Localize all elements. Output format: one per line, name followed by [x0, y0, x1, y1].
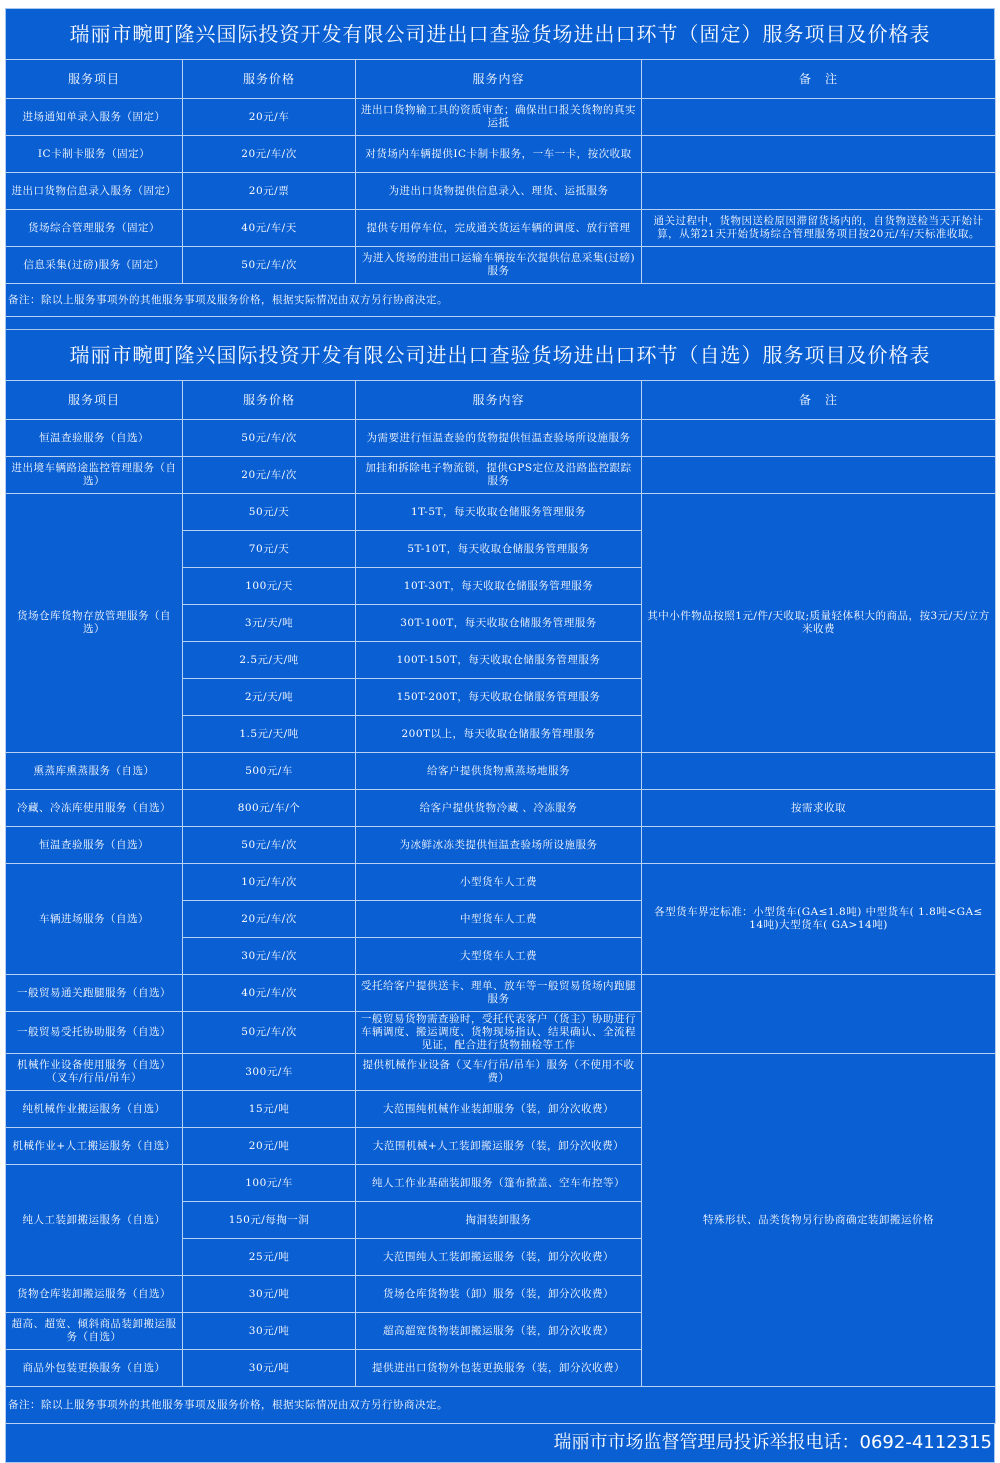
cell-item: 一般贸易受托协助服务（自选） [6, 1012, 183, 1054]
cell-item: 纯机械作业搬运服务（自选） [6, 1091, 183, 1128]
cell-content: 大范围纯机械作业装卸服务（装，卸分次收费） [356, 1091, 642, 1128]
note-row [6, 284, 996, 317]
col-header-item: 服务项目 [6, 60, 183, 99]
cell-price: 30元/吨 [183, 1350, 356, 1387]
cell-content: 大范围纯人工装卸搬运服务（装，卸分次收费） [356, 1239, 642, 1276]
table-separator [5, 317, 995, 329]
cell-price: 150元/每掏一洞 [183, 1202, 356, 1239]
table-row [6, 173, 996, 210]
cell-remark: 各型货车界定标准：小型货车(GA≤1.8吨) 中型货车( 1.8吨<GA≤ 14吨)大型货车( GA>14吨) [642, 864, 996, 975]
cell-item: 进出口货物信息录入服务（固定） [6, 173, 183, 210]
cell-content: 1T-5T，每天收取仓储服务管理服务 [356, 494, 642, 531]
table-row [6, 753, 996, 790]
cell-content: 超高超宽货物装卸搬运服务（装，卸分次收费） [356, 1313, 642, 1350]
optional-table-title: 瑞丽市畹町隆兴国际投资开发有限公司进出口查验货场进出口环节（自选）服务项目及价格表 [5, 329, 995, 380]
col-header-price: 服务价格 [183, 60, 356, 99]
cell-price: 50元/车/次 [183, 420, 356, 457]
fixed-table-note: 备注：除以上服务事项外的其他服务事项及服务价格，根据实际情况由双方另行协商决定。 [6, 284, 996, 317]
table-row [6, 494, 996, 531]
cell-remark [642, 136, 996, 173]
table-header-row [6, 381, 996, 420]
cell-price: 20元/吨 [183, 1128, 356, 1165]
col-header-item: 服务项目 [6, 381, 183, 420]
cell-content: 5T-10T，每天收取仓储服务管理服务 [356, 531, 642, 568]
cell-content: 货场仓库货物装（卸）服务（装，卸分次收费） [356, 1276, 642, 1313]
optional-price-table [5, 380, 996, 1424]
cell-price: 20元/车/次 [183, 136, 356, 173]
cell-price: 50元/车/次 [183, 1012, 356, 1054]
cell-content: 掏洞装卸服务 [356, 1202, 642, 1239]
table-row [6, 420, 996, 457]
cell-content: 受托给客户提供送卡、理单、放车等一般贸易货场内跑腿服务 [356, 975, 642, 1012]
cell-price: 70元/天 [183, 531, 356, 568]
cell-content: 200T以上，每天收取仓储服务管理服务 [356, 716, 642, 753]
price-list-page [5, 8, 995, 1463]
cell-price: 20元/车/次 [183, 901, 356, 938]
cell-price: 50元/车/次 [183, 247, 356, 284]
table-row [6, 827, 996, 864]
cell-remark [642, 247, 996, 284]
cell-price: 50元/车/次 [183, 827, 356, 864]
col-header-content: 服务内容 [356, 60, 642, 99]
cell-content: 为进入货场的进出口运输车辆按车次提供信息采集(过磅)服务 [356, 247, 642, 284]
cell-price: 50元/天 [183, 494, 356, 531]
cell-content: 为冰鲜冰冻类提供恒温查验场所设施服务 [356, 827, 642, 864]
cell-content: 100T-150T，每天收取仓储服务管理服务 [356, 642, 642, 679]
cell-price: 25元/吨 [183, 1239, 356, 1276]
cell-content: 30T-100T，每天收取仓储服务管理服务 [356, 605, 642, 642]
cell-item: 恒温查验服务（自选） [6, 827, 183, 864]
cell-remark [642, 99, 996, 136]
cell-price: 40元/车/天 [183, 210, 356, 247]
cell-content: 一般贸易货物需查验时，受托代表客户（货主）协助进行车辆调度、搬运调度、货物现场指认、结果确认、全流程见证，配合进行货物抽检等工作 [356, 1012, 642, 1054]
cell-price: 3元/天/吨 [183, 605, 356, 642]
cell-remark [642, 827, 996, 864]
cell-price: 30元/车/次 [183, 938, 356, 975]
cell-item: 商品外包装更换服务（自选） [6, 1350, 183, 1387]
table-row [6, 975, 996, 1012]
table-row [6, 136, 996, 173]
fixed-price-table [5, 59, 996, 317]
cell-item: 货物仓库装卸搬运服务（自选） [6, 1276, 183, 1313]
cell-remark [642, 420, 996, 457]
col-header-remark: 备 注 [642, 381, 996, 420]
cell-price: 30元/吨 [183, 1313, 356, 1350]
cell-price: 10元/车/次 [183, 864, 356, 901]
cell-item: 熏蒸库熏蒸服务（自选） [6, 753, 183, 790]
cell-item: 车辆进场服务（自选） [6, 864, 183, 975]
cell-content: 给客户提供货物冷藏 、冷冻服务 [356, 790, 642, 827]
col-header-remark: 备 注 [642, 60, 996, 99]
cell-content: 中型货车人工费 [356, 901, 642, 938]
cell-remark [642, 457, 996, 494]
cell-price: 40元/车/次 [183, 975, 356, 1012]
cell-item: 货场综合管理服务（固定） [6, 210, 183, 247]
cell-content: 提供专用停车位，完成通关货运车辆的调度、放行管理 [356, 210, 642, 247]
cell-item: 冷藏、冷冻库使用服务（自选） [6, 790, 183, 827]
col-header-price: 服务价格 [183, 381, 356, 420]
cell-content: 进出口货物输工具的资质审查；确保出口报关货物的真实运抵 [356, 99, 642, 136]
cell-item: IC卡制卡服务（固定） [6, 136, 183, 173]
cell-price: 800元/车/个 [183, 790, 356, 827]
cell-item: 进出境车辆路途监控管理服务（自选） [6, 457, 183, 494]
cell-content: 150T-200T，每天收取仓储服务管理服务 [356, 679, 642, 716]
cell-content: 提供机械作业设备（叉车/行吊/吊车）服务（不使用不收费） [356, 1054, 642, 1091]
complaint-hotline: 瑞丽市市场监督管理局投诉举报电话：0692-4112315 [5, 1424, 995, 1463]
table-row [6, 247, 996, 284]
optional-table-note: 备注：除以上服务事项外的其他服务事项及服务价格，根据实际情况由双方另行协商决定。 [6, 1387, 996, 1424]
cell-price: 2.5元/天/吨 [183, 642, 356, 679]
table-header-row [6, 60, 996, 99]
cell-content: 纯人工作业基础装卸服务（篷布掀盖、空车布控等） [356, 1165, 642, 1202]
cell-content: 为需要进行恒温查验的货物提供恒温查验场所设施服务 [356, 420, 642, 457]
cell-item: 一般贸易通关跑腿服务（自选） [6, 975, 183, 1012]
cell-remark [642, 753, 996, 790]
col-header-content: 服务内容 [356, 381, 642, 420]
fixed-table-title: 瑞丽市畹町隆兴国际投资开发有限公司进出口查验货场进出口环节（固定）服务项目及价格表 [5, 8, 995, 59]
cell-content: 大范围机械+人工装卸搬运服务（装，卸分次收费） [356, 1128, 642, 1165]
cell-remark: 其中小件物品按照1元/件/天收取;质量轻体积大的商品，按3元/天/立方米收费 [642, 494, 996, 753]
cell-price: 15元/吨 [183, 1091, 356, 1128]
cell-item: 超高、超宽、倾斜商品装卸搬运服务（自选） [6, 1313, 183, 1350]
cell-remark: 特殊形状、品类货物另行协商确定装卸搬运价格 [642, 1054, 996, 1387]
cell-item: 恒温查验服务（自选） [6, 420, 183, 457]
cell-content: 对货场内车辆提供IC卡制卡服务，一车一卡，按次收取 [356, 136, 642, 173]
cell-content: 小型货车人工费 [356, 864, 642, 901]
cell-item: 进场通知单录入服务（固定） [6, 99, 183, 136]
cell-price: 1.5元/天/吨 [183, 716, 356, 753]
cell-remark: 通关过程中，货物因送检原因滞留货场内的，自货物送检当天开始计算，从第21天开始货场综合管理服务项目按20元/车/天标准收取。 [642, 210, 996, 247]
cell-remark [642, 975, 996, 1054]
cell-item: 信息采集(过磅)服务（固定） [6, 247, 183, 284]
cell-remark [642, 173, 996, 210]
cell-item: 机械作业+人工搬运服务（自选） [6, 1128, 183, 1165]
cell-content: 加挂和拆除电子物流锁，提供GPS定位及沿路监控跟踪服务 [356, 457, 642, 494]
cell-price: 2元/天/吨 [183, 679, 356, 716]
cell-price: 100元/天 [183, 568, 356, 605]
cell-item: 机械作业设备使用服务（自选）（叉车/行吊/吊车） [6, 1054, 183, 1091]
cell-content: 10T-30T，每天收取仓储服务管理服务 [356, 568, 642, 605]
cell-remark: 按需求收取 [642, 790, 996, 827]
cell-price: 20元/车/次 [183, 457, 356, 494]
table-row [6, 99, 996, 136]
cell-price: 30元/吨 [183, 1276, 356, 1313]
cell-price: 20元/车 [183, 99, 356, 136]
cell-content: 大型货车人工费 [356, 938, 642, 975]
table-row [6, 1054, 996, 1091]
cell-price: 20元/票 [183, 173, 356, 210]
cell-item: 纯人工装卸搬运服务（自选） [6, 1165, 183, 1276]
cell-content: 给客户提供货物熏蒸场地服务 [356, 753, 642, 790]
table-row [6, 790, 996, 827]
table-row [6, 210, 996, 247]
cell-item: 货场仓库货物存放管理服务（自选） [6, 494, 183, 753]
cell-price: 500元/车 [183, 753, 356, 790]
table-row [6, 457, 996, 494]
table-row [6, 864, 996, 901]
cell-content: 提供进出口货物外包装更换服务（装，卸分次收费） [356, 1350, 642, 1387]
note-row [6, 1387, 996, 1424]
cell-price: 300元/车 [183, 1054, 356, 1091]
cell-price: 100元/车 [183, 1165, 356, 1202]
cell-content: 为进出口货物提供信息录入、理货、运抵服务 [356, 173, 642, 210]
